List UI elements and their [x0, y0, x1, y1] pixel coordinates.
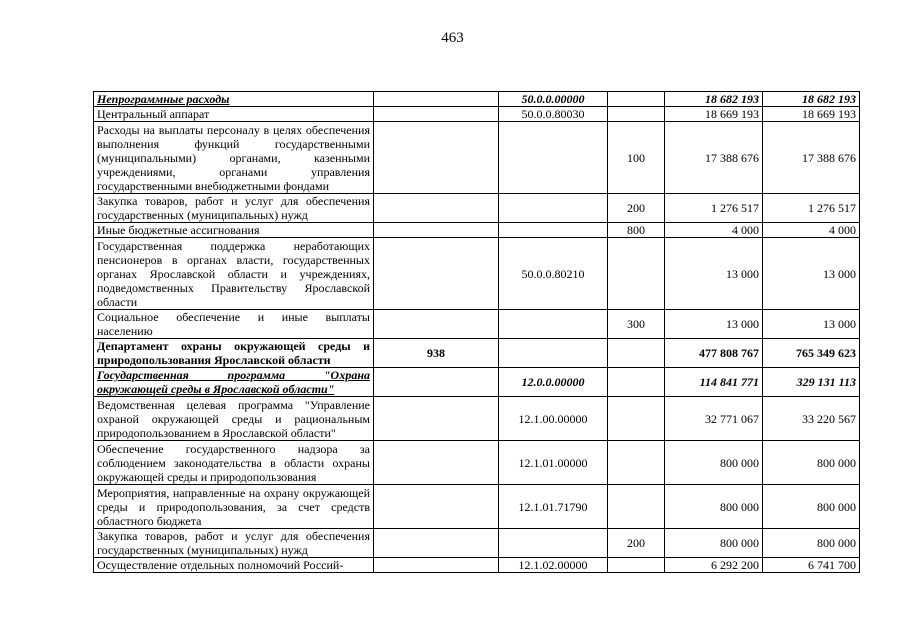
cell-expense-type	[608, 238, 665, 310]
cell-amount-year-2: 329 131 113	[763, 368, 860, 397]
budget-table-body	[94, 92, 860, 573]
cell-target-article: 50.0.0.80210	[499, 238, 608, 310]
cell-name: Центральный аппарат	[94, 107, 374, 122]
cell-department-code	[374, 529, 499, 558]
cell-name: Иные бюджетные ассигнования	[94, 223, 374, 238]
cell-amount-year-2: 800 000	[763, 529, 860, 558]
cell-amount-year-1: 32 771 067	[665, 397, 763, 441]
cell-department-code	[374, 368, 499, 397]
cell-department-code	[374, 441, 499, 485]
cell-target-article	[499, 223, 608, 238]
cell-department-code	[374, 223, 499, 238]
cell-amount-year-2: 765 349 623	[763, 339, 860, 368]
cell-amount-year-2: 13 000	[763, 310, 860, 339]
cell-target-article: 12.1.00.00000	[499, 397, 608, 441]
cell-target-article: 12.0.0.00000	[499, 368, 608, 397]
cell-name: Непрограммные расходы	[94, 92, 374, 107]
cell-amount-year-1: 114 841 771	[665, 368, 763, 397]
cell-target-article: 50.0.0.00000	[499, 92, 608, 107]
cell-amount-year-2: 13 000	[763, 238, 860, 310]
cell-expense-type: 200	[608, 529, 665, 558]
table-row	[94, 223, 860, 238]
cell-expense-type	[608, 339, 665, 368]
cell-amount-year-1: 477 808 767	[665, 339, 763, 368]
cell-amount-year-1: 800 000	[665, 529, 763, 558]
cell-amount-year-2: 33 220 567	[763, 397, 860, 441]
table-row	[94, 238, 860, 310]
table-row	[94, 107, 860, 122]
cell-name: Обеспечение государственного надзора за соблюдением законодательства в области охраны окружающей среды и природопользования	[94, 441, 374, 485]
cell-department-code	[374, 485, 499, 529]
cell-amount-year-2: 800 000	[763, 441, 860, 485]
table-row	[94, 441, 860, 485]
cell-name: Департамент охраны окружающей среды и природопользования Ярославской области	[94, 339, 374, 368]
cell-target-article	[499, 194, 608, 223]
cell-amount-year-2: 1 276 517	[763, 194, 860, 223]
cell-target-article: 12.1.01.71790	[499, 485, 608, 529]
cell-amount-year-2: 18 669 193	[763, 107, 860, 122]
cell-name: Государственная программа "Охрана окружающей среды в Ярославской области"	[94, 368, 374, 397]
cell-amount-year-1: 800 000	[665, 441, 763, 485]
cell-department-code	[374, 310, 499, 339]
cell-expense-type	[608, 558, 665, 573]
cell-name: Осуществление отдельных полномочий Россий-	[94, 558, 374, 573]
cell-expense-type: 100	[608, 122, 665, 194]
cell-name: Ведомственная целевая программа "Управление охраной окружающей среды и рациональным природопользованием в Ярославской области"	[94, 397, 374, 441]
cell-department-code	[374, 194, 499, 223]
cell-amount-year-2: 4 000	[763, 223, 860, 238]
cell-department-code	[374, 92, 499, 107]
cell-amount-year-1: 18 682 193	[665, 92, 763, 107]
cell-department-code	[374, 107, 499, 122]
cell-amount-year-1: 6 292 200	[665, 558, 763, 573]
table-row	[94, 92, 860, 107]
cell-target-article	[499, 529, 608, 558]
cell-amount-year-1: 800 000	[665, 485, 763, 529]
table-row	[94, 310, 860, 339]
cell-expense-type	[608, 92, 665, 107]
budget-table	[93, 91, 860, 573]
table-row	[94, 558, 860, 573]
cell-department-code: 938	[374, 339, 499, 368]
cell-amount-year-2: 800 000	[763, 485, 860, 529]
cell-department-code	[374, 558, 499, 573]
cell-amount-year-2: 6 741 700	[763, 558, 860, 573]
cell-name: Закупка товаров, работ и услуг для обеспечения государственных (муниципальных) нужд	[94, 529, 374, 558]
cell-expense-type	[608, 107, 665, 122]
cell-department-code	[374, 397, 499, 441]
cell-expense-type	[608, 441, 665, 485]
cell-target-article	[499, 310, 608, 339]
cell-expense-type	[608, 485, 665, 529]
table-row	[94, 122, 860, 194]
cell-target-article: 50.0.0.80030	[499, 107, 608, 122]
cell-target-article	[499, 339, 608, 368]
cell-amount-year-1: 4 000	[665, 223, 763, 238]
cell-amount-year-1: 18 669 193	[665, 107, 763, 122]
cell-expense-type: 200	[608, 194, 665, 223]
cell-amount-year-1: 13 000	[665, 238, 763, 310]
cell-name: Государственная поддержка неработающих пенсионеров в органах власти, государственных органах Ярославской области и учреждениях, подведомственных Правительству Ярославской области	[94, 238, 374, 310]
cell-target-article: 12.1.01.00000	[499, 441, 608, 485]
cell-amount-year-1: 13 000	[665, 310, 763, 339]
cell-amount-year-2: 17 388 676	[763, 122, 860, 194]
cell-amount-year-1: 1 276 517	[665, 194, 763, 223]
cell-target-article: 12.1.02.00000	[499, 558, 608, 573]
cell-expense-type	[608, 397, 665, 441]
cell-amount-year-2: 18 682 193	[763, 92, 860, 107]
cell-amount-year-1: 17 388 676	[665, 122, 763, 194]
cell-name: Мероприятия, направленные на охрану окружающей среды и природопользования, за счет средств областного бюджета	[94, 485, 374, 529]
table-row	[94, 529, 860, 558]
cell-name: Расходы на выплаты персоналу в целях обеспечения выполнения функций государственными (муниципальными) органами, казенными учреждениями, органами управления государственными внебюджетными фондами	[94, 122, 374, 194]
cell-department-code	[374, 238, 499, 310]
cell-target-article	[499, 122, 608, 194]
cell-expense-type: 300	[608, 310, 665, 339]
cell-department-code	[374, 122, 499, 194]
cell-name: Социальное обеспечение и иные выплаты населению	[94, 310, 374, 339]
cell-name: Закупка товаров, работ и услуг для обеспечения государственных (муниципальных) нужд	[94, 194, 374, 223]
cell-expense-type: 800	[608, 223, 665, 238]
table-row	[94, 485, 860, 529]
table-row	[94, 194, 860, 223]
page-number: 463	[441, 30, 464, 46]
cell-expense-type	[608, 368, 665, 397]
table-row	[94, 397, 860, 441]
table-row	[94, 339, 860, 368]
table-row	[94, 368, 860, 397]
